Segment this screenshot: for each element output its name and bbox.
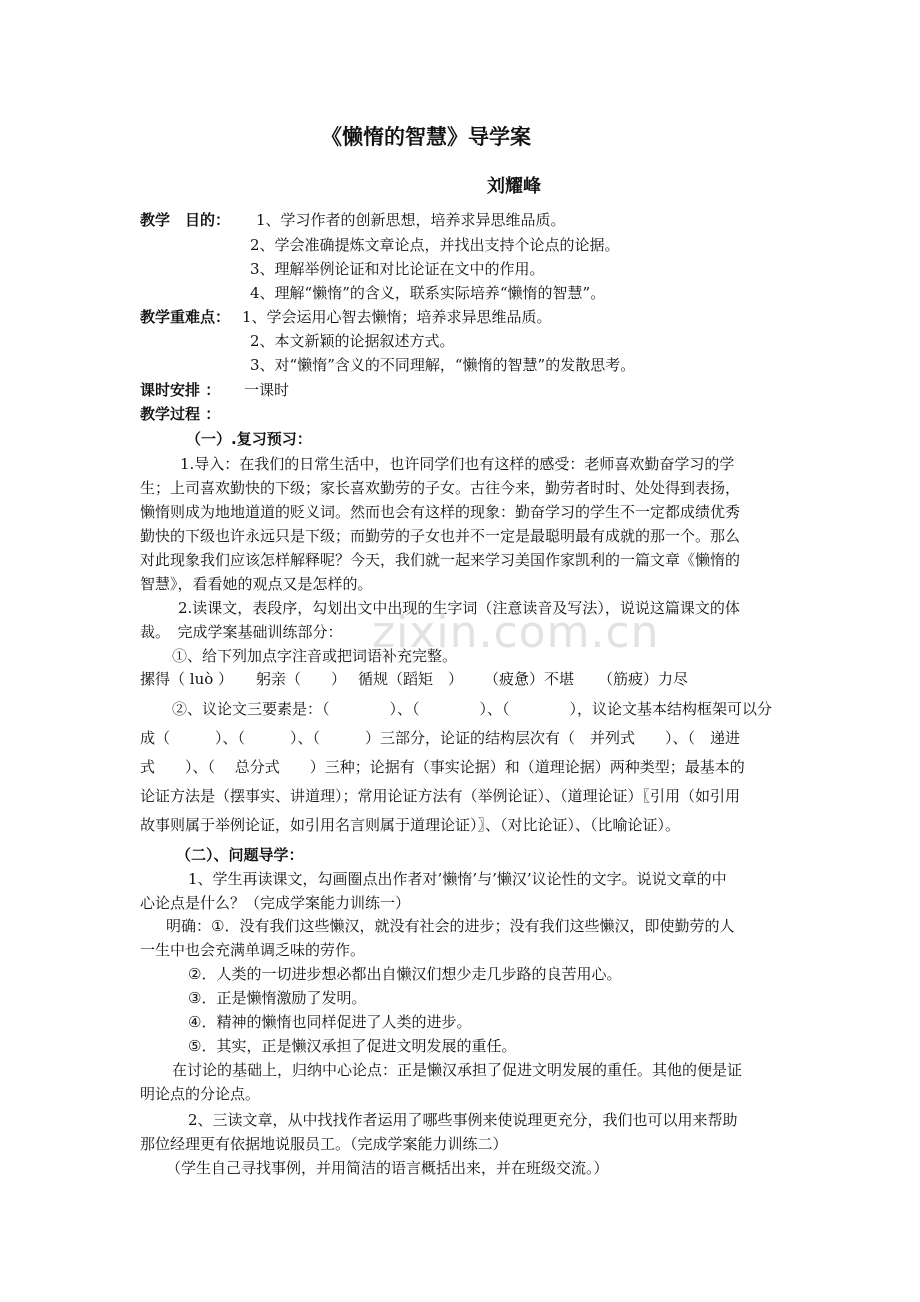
paragraph-line: 裁。 完成学案基础训练部分： (140, 623, 343, 641)
paragraph-line: ②、议论文三要素是：（ ）、（ ）、（ ），议论文基本结构框架可以分 (172, 700, 773, 718)
objective-item: 3、理解举例论证和对比论证在文中的作用。 (250, 260, 545, 278)
paragraph-line: 1.导入：在我们的日常生活中，也许同学们也有这样的感受：老师喜欢勤奋学习的学 (180, 455, 735, 473)
summary-line: 明论点的分论点。 (140, 1085, 261, 1103)
answer-line: ③．正是懒惰激励了发明。 (188, 989, 367, 1007)
word-item: 躬亲（ ） (256, 670, 347, 688)
question-line: ①、给下列加点字注音或把词语补充完整。 (172, 647, 458, 665)
paragraph-line: 成（ ）、（ ）、（ ）三部分，论证的结构层次有（ 并列式 ）、（ 递进 (140, 729, 741, 747)
answer-line: ④．精神的懒惰也同样促进了人类的进步。 (188, 1013, 472, 1031)
section2-heading: （二）、问题导学： (176, 846, 304, 864)
paragraph-line: 式 ）、（ 总分式 ）三种；论据有（事实论据）和（道理论据）两种类型；最基本的 (140, 758, 745, 776)
answer-line: 一生中也会充满单调乏味的劳作。 (140, 941, 366, 959)
process-label: 教学过程 ： (140, 405, 221, 423)
schedule-label: 课时安排 ： (140, 381, 221, 399)
paragraph-line: 1、学生再读课文，勾画圈点出作者对’懒惰’与’懒汉’议论性的文字。说说文章的中 (188, 870, 727, 888)
key-point-item: 3、对“懒惰”含义的不同理解，“懒惰的智慧”的发散思考。 (250, 356, 636, 374)
paragraph-line: 生；上司喜欢勤快的下级；家长喜欢勤劳的子女。古往今来，勤劳者时时、处处得到表扬， (140, 479, 741, 497)
answer-line: ⑤．其实，正是懒汉承担了促进文明发展的重任。 (188, 1037, 517, 1055)
objective-item: 1、学习作者的创新思想，培养求异思维品质。 (256, 211, 566, 229)
paragraph-line: 论证方法是（摆事实、讲道理）；常用论证方法有（举例论证）、（道理论证）〖引用（如引用 (140, 787, 741, 805)
summary-line: 在讨论的基础上，归纳中心论点：正是懒汉承担了促进文明发展的重任。其他的便是证 (172, 1061, 743, 1079)
paragraph-line: 懒惰则成为地地道道的贬义词。然而也会有这样的现象：勤奋学习的学生不一定都成绩优秀 (140, 503, 741, 521)
watermark: zixin.com.cn (372, 607, 660, 658)
word-item: 循规（蹈矩 ） (358, 670, 464, 688)
author: 刘耀峰 (487, 176, 541, 197)
key-point-item: 2、本文新颖的论据叙述方式。 (250, 332, 455, 350)
paragraph-line: 勤快的下级也许永远只是下级；而勤劳的子女也并不一定是最聪明最有成就的那一个。那么 (140, 527, 741, 545)
schedule-value: 一课时 (244, 381, 290, 399)
objective-item: 4、理解“懒惰”的含义，联系实际培养“懒惰的智慧”。 (250, 284, 606, 302)
word-item: （疲惫）不堪 (484, 670, 575, 688)
key-point-item: 1、学会运用心智去懒惰；培养求异思维品质。 (242, 308, 552, 326)
objective-item: 2、学会准确提炼文章论点，并找出支持个论点的论据。 (250, 236, 620, 254)
paragraph-line: 2、三读文章，从中找找作者运用了哪些事例来使说理更充分，我们也可以用来帮助 (188, 1111, 738, 1129)
paragraph-line: 故事则属于举例论证，如引用名言则属于道理论证）〗、（对比论证）、（比喻论证）。 (140, 816, 681, 834)
paragraph-line: 那位经理更有依据地说服员工。（完成学案能力训练二） (140, 1135, 508, 1153)
word-item: 摞得（ luò ） (140, 670, 234, 688)
paragraph-line: 对此现象我们应该怎样解释呢？今天，我们就一起来学习美国作家凯利的一篇文章《懒惰的 (140, 551, 741, 569)
paragraph-line: 智慧》，看看她的观点又是怎样的。 (140, 575, 373, 593)
section1-heading: （一）.复习预习： (186, 430, 312, 448)
objectives-label: 教学 目的： (140, 211, 231, 229)
word-item: （筋疲）力尽 (598, 670, 689, 688)
paragraph-line: 心论点是什么？（完成学案能力训练一） (140, 894, 411, 912)
answer-line: 明确：①．没有我们这些懒汉，就没有社会的进步；没有我们这些懒汉，即使勤劳的人 (166, 917, 735, 935)
key-points-label: 教学重难点： (140, 308, 231, 326)
page-title: 《懒惰的智慧》导学案 (321, 125, 531, 149)
answer-line: ②．人类的一切进步想必都出自懒汉们想少走几步路的良苦用心。 (188, 965, 622, 983)
paragraph-line: 2.读课文，表段序，勾划出文中出现的生字词（注意读音及写法），说说这篇课文的体 (178, 599, 740, 617)
paragraph-line: （学生自己寻找事例，并用简洁的语言概括出来，并在班级交流。） (166, 1159, 609, 1177)
